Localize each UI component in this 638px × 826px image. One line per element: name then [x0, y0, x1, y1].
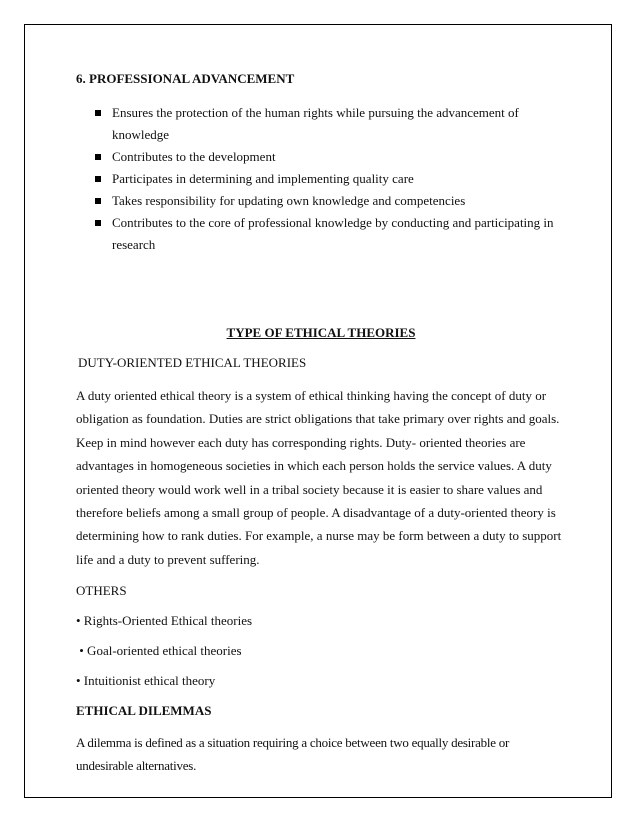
square-bullet-icon — [95, 154, 101, 160]
theories-title: TYPE OF ETHICAL THEORIES — [226, 325, 416, 340]
others-label: OTHERS — [76, 583, 127, 599]
others-item: • Goal-oriented ethical theories — [76, 643, 242, 659]
list-item — [76, 212, 566, 256]
list-item — [76, 190, 566, 212]
others-item: • Intuitionist ethical theory — [76, 673, 216, 689]
square-bullet-icon — [95, 176, 101, 182]
square-bullet-icon — [95, 198, 101, 204]
list-item-text: Contributes to the core of professional knowledge by conducting and participating in research — [112, 215, 554, 252]
dilemmas-paragraph: A dilemma is defined as a situation requiring a choice between two equally desirable or undesirable alternatives. — [76, 735, 510, 774]
square-bullet-icon — [95, 110, 101, 116]
list-item-text: Takes responsibility for updating own knowledge and competencies — [112, 193, 466, 208]
list-item-text: Participates in determining and implementing quality care — [112, 171, 414, 186]
others-item: • Rights-Oriented Ethical theories — [76, 613, 253, 629]
dilemmas-heading: ETHICAL DILEMMAS — [76, 703, 212, 719]
duty-theories-paragraph: A duty oriented ethical theory is a system of ethical thinking having the concept of duty or obligation as foundation. Duties are strict obligations that take primary over rights and goals. Keep in mind however each duty has corresponding rights. Duty- oriented theories are advantages in homogeneous societies in which each person holds the service values. A duty oriented theory would work well in a tribal society because it is easier to share values and therefore beliefs among a small group of people. A disadvantage of a duty-oriented theory is determining how to rank duties. For example, a nurse may be form between a duty to support life and a duty to prevent suffering. — [76, 388, 562, 567]
document-content — [76, 70, 566, 777]
list-item-text: Contributes to the development — [112, 149, 276, 164]
bullet-list — [76, 102, 566, 256]
section-heading: 6. PROFESSIONAL ADVANCEMENT — [76, 71, 295, 86]
duty-theories-subheading: DUTY-ORIENTED ETHICAL THEORIES — [78, 355, 307, 370]
square-bullet-icon — [95, 220, 101, 226]
list-item-text: Ensures the protection of the human rights while pursuing the advancement of knowledge — [112, 105, 519, 142]
list-item — [76, 168, 566, 190]
list-item — [76, 146, 566, 168]
list-item — [76, 102, 566, 146]
